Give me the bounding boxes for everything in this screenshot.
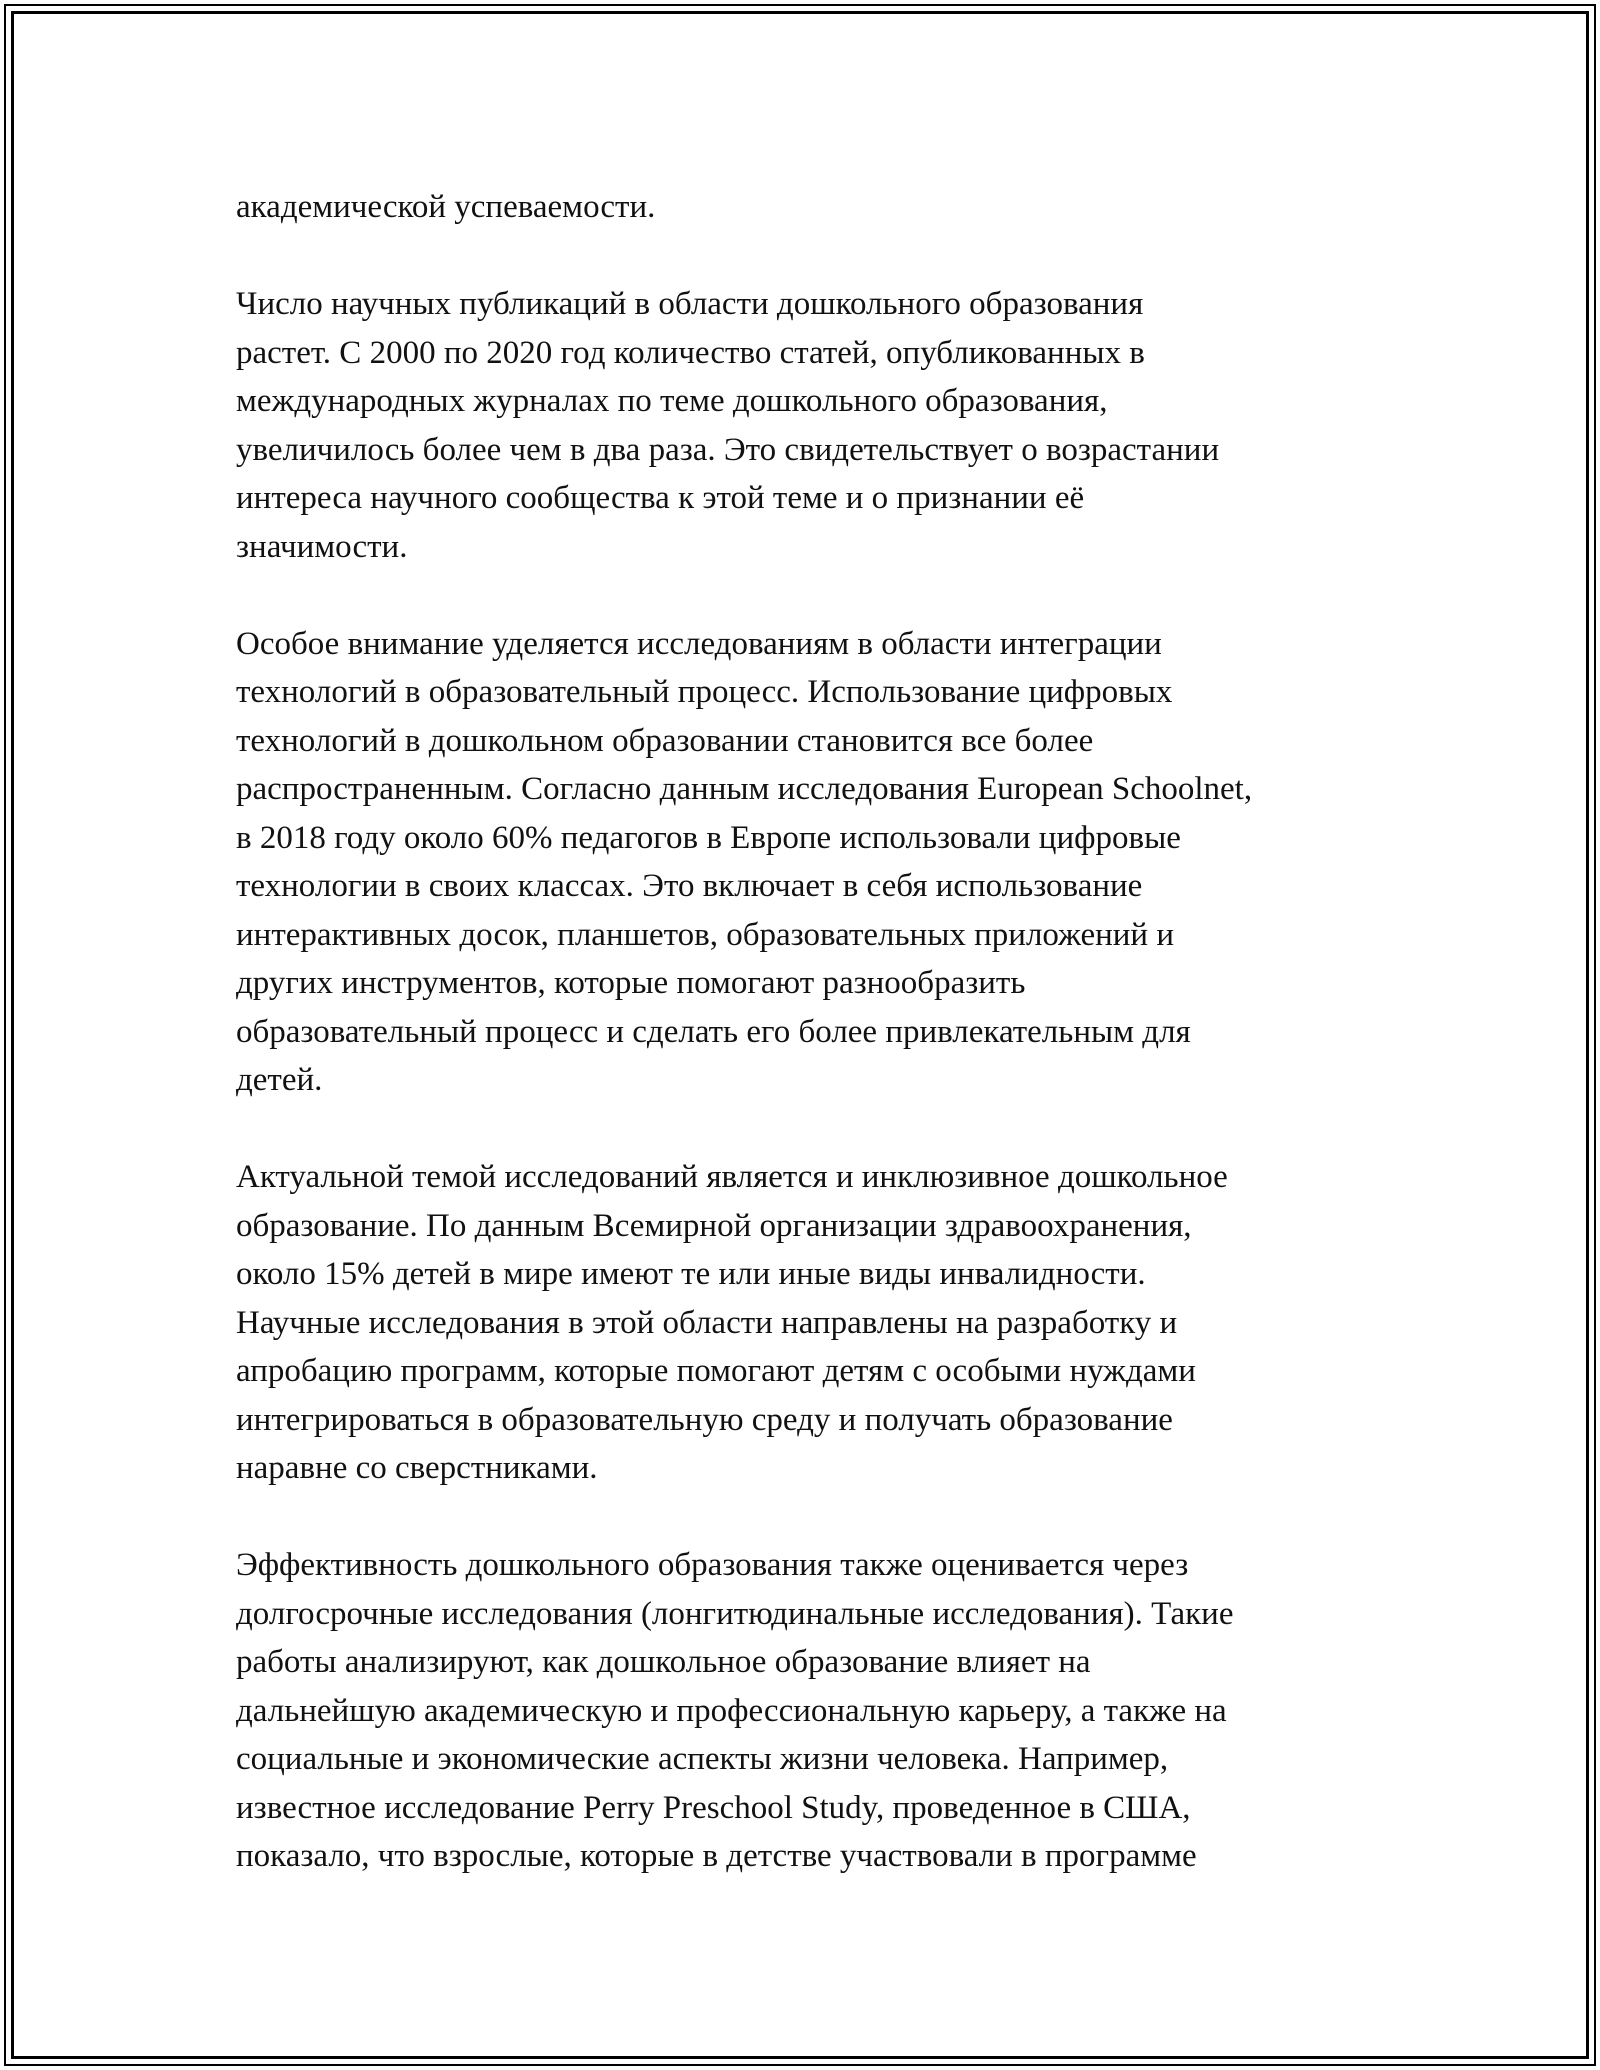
paragraph-line: дальнейшую академическую и профессиональную карьеру, а также на (236, 1692, 1227, 1729)
paragraph-line: Актуальной темой исследований является и инклюзивное дошкольное (236, 1159, 1228, 1195)
paragraph-line: значимости. (236, 528, 408, 565)
paragraph-line: технологии в своих классах. Это включает в себя использование (236, 868, 1143, 904)
paragraph-line: международных журналах по теме дошкольного образования, (236, 383, 1108, 419)
paragraph-line: академической успеваемости. (236, 189, 656, 225)
paragraph-line: апробацию программ, которые помогают детям с особыми нуждами (236, 1353, 1196, 1389)
paragraph-line: Число научных публикаций в области дошкольного образования (236, 286, 1144, 322)
paragraph-line: растет. С 2000 по 2020 год количество статей, опубликованных в (236, 334, 1145, 371)
paragraph-line: технологий в образовательный процесс. Использование цифровых (236, 674, 1173, 710)
paragraph-line: около 15% детей в мире имеют те или иные виды инвалидности. (236, 1256, 1146, 1292)
paragraph-line: детей. (236, 1062, 323, 1098)
paragraph-line: долгосрочные исследования (лонгитюдинальные исследования). Такие (236, 1595, 1234, 1632)
paragraph-1 (236, 183, 1386, 232)
paragraph-line: в 2018 году около 60% педагогов в Европе использовали цифровые (236, 819, 1181, 856)
paragraph-line: Научные исследования в этой области направлены на разработку и (236, 1304, 1178, 1341)
paragraph-5 (236, 1541, 1386, 1881)
paragraph-line: образование. По данным Всемирной организации здравоохранения, (236, 1207, 1192, 1244)
paragraph-line: показало, что взрослые, которые в детстве участвовали в программе (236, 1838, 1197, 1874)
paragraph-line: наравне со сверстниками. (236, 1450, 598, 1486)
paragraph-2 (236, 280, 1386, 571)
paragraph-line: других инструментов, которые помогают разнообразить (236, 965, 1026, 1001)
paragraph-4 (236, 1153, 1386, 1493)
paragraph-line: образовательный процесс и сделать его более привлекательным для (236, 1013, 1191, 1050)
paragraph-line: социальные и экономические аспекты жизни человека. Например, (236, 1741, 1169, 1777)
paragraph-line: интегрироваться в образовательную среду и получать образование (236, 1401, 1173, 1438)
paragraph-line: увеличилось более чем в два раза. Это свидетельствует о возрастании (236, 431, 1220, 468)
paragraph-3 (236, 620, 1386, 1105)
paragraph-line: распространенным. Согласно данным исследования European Schoolnet, (236, 771, 1253, 807)
paragraph-line: интерактивных досок, планшетов, образовательных приложений и (236, 916, 1174, 953)
document-body (236, 183, 1386, 1929)
paragraph-line: Эффективность дошкольного образования также оценивается через (236, 1547, 1189, 1583)
paragraph-line: работы анализируют, как дошкольное образование влияет на (236, 1644, 1091, 1680)
paragraph-line: известное исследование Perry Preschool Study, проведенное в США, (236, 1789, 1191, 1826)
paragraph-line: интереса научного сообщества к этой теме и о признании её (236, 480, 1085, 516)
paragraph-line: Особое внимание уделяется исследованиям в области интеграции (236, 625, 1162, 662)
paragraph-line: технологий в дошкольном образовании становится все более (236, 722, 1094, 759)
